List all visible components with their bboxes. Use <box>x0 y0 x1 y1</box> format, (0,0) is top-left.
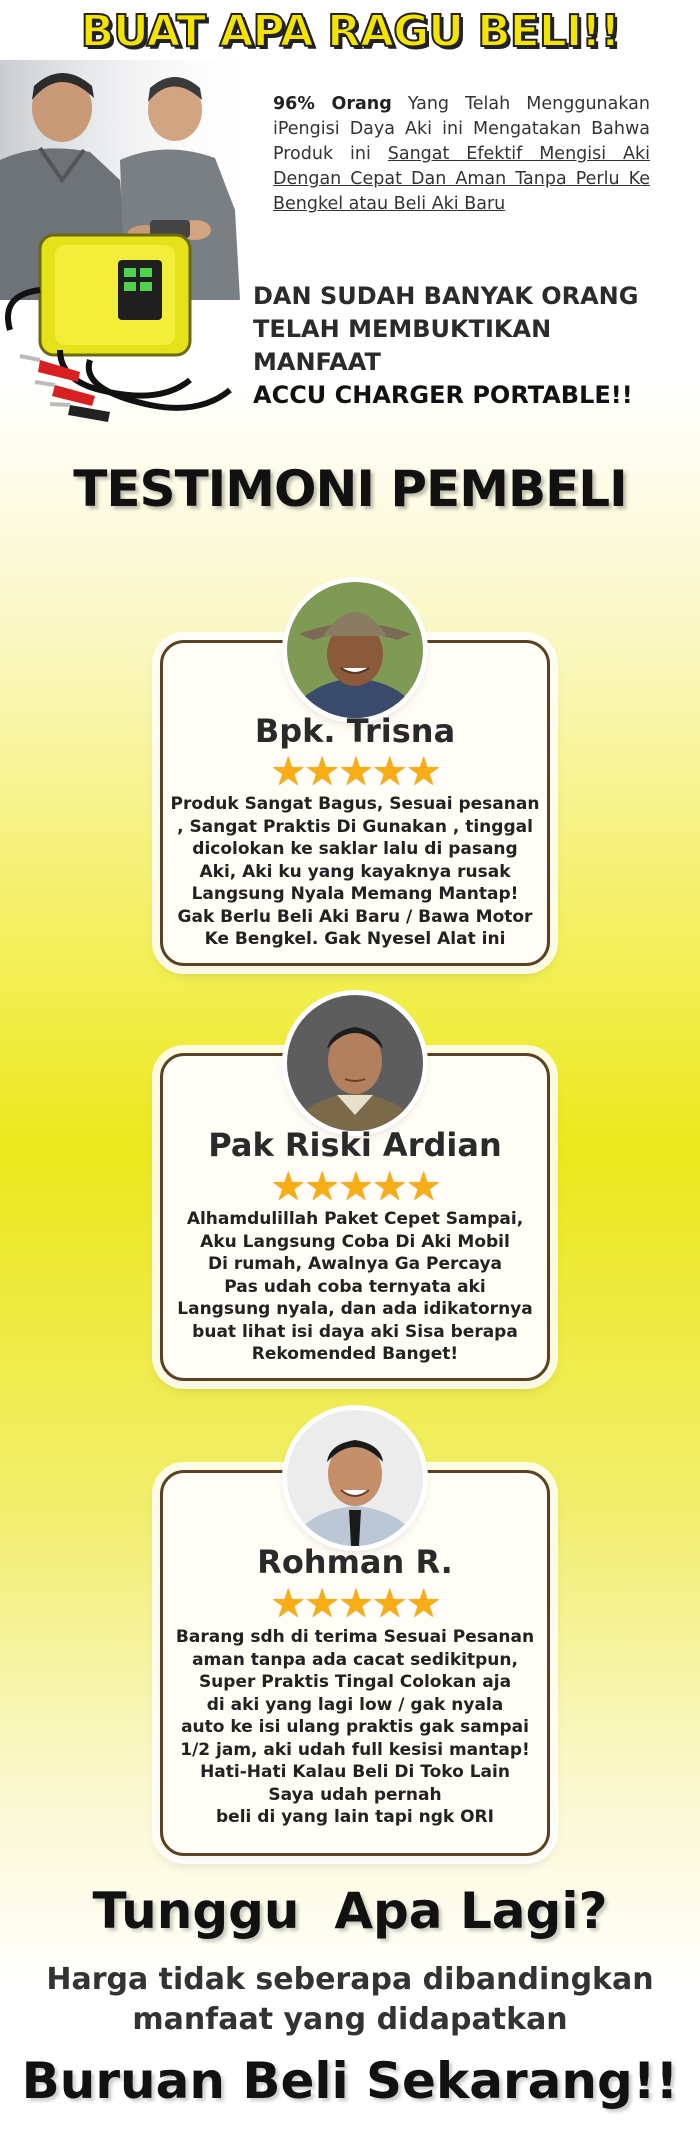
star-rating: ★★★★★ <box>270 1581 440 1627</box>
review-line: auto ke isi ulang praktis gak sampai <box>181 1717 529 1737</box>
star-rating: ★★★★★ <box>270 1164 440 1210</box>
review-text <box>168 793 542 951</box>
intro-text: Yang Telah Menggunakan iPengisi Daya Aki ini Mengatakan Bahwa Produk ini <box>273 94 650 164</box>
intro-percent: 96% Orang <box>273 94 392 114</box>
review-line: 1/2 jam, aki udah full kesisi mantap! <box>180 1739 530 1760</box>
review-line: aman tanpa ada cacat sedikitpun, <box>192 1649 518 1670</box>
headline: BUAT APA RAGU BELI!! <box>80 6 620 57</box>
review-line: Gak Berlu Beli Aki Baru / Bawa Motor <box>177 906 533 927</box>
review-line: Super Praktis Tingal Colokan aja <box>198 1672 512 1692</box>
testimonial-section-title: TESTIMONI PEMBELI <box>73 460 627 518</box>
reviewer-name: Rohman R. <box>257 1543 453 1581</box>
cta-subtext-line-1: Harga tidak seberapa dibandingkan <box>46 1962 654 1997</box>
review-line: Hati-Hati Kalau Beli Di Toko Lain <box>200 1762 510 1782</box>
review-line: Barang sdh di terima Sesuai Pesanan <box>175 1627 535 1647</box>
review-line: , Sangat Praktis Di Gunakan , tinggal <box>177 816 533 837</box>
proof-line-2: TELAH MEMBUKTIKAN MANFAAT <box>253 315 552 376</box>
avatar <box>287 582 423 718</box>
review-text <box>168 1626 542 1829</box>
hero-photo-mechanics-charger <box>0 60 265 430</box>
review-line: dicolokan ke saklar lalu di pasang <box>192 839 518 859</box>
review-line: Rekomended Banget! <box>251 1344 459 1364</box>
review-line: Aki, Aki ku yang kayaknya rusak <box>199 861 511 882</box>
review-line: Saya udah pernah <box>268 1784 442 1805</box>
review-line: Langsung Nyala Memang Mantap! <box>191 884 519 904</box>
review-line: Produk Sangat Bagus, Sesuai pesanan <box>170 794 540 814</box>
review-line: Langsung nyala, dan ada idikatornya <box>177 1299 533 1319</box>
avatar-photo <box>287 1410 423 1546</box>
cta-buy-now: Buruan Beli Sekarang!! <box>21 2052 679 2110</box>
review-line: buat lihat isi daya aki Sisa berapa <box>192 1321 518 1342</box>
social-proof <box>253 280 683 412</box>
star-rating: ★★★★★ <box>270 749 440 795</box>
proof-line-3: ACCU CHARGER PORTABLE!! <box>253 381 633 409</box>
intro-paragraph <box>273 92 650 217</box>
avatar-photo <box>287 995 423 1131</box>
reviewer-name: Bpk. Trisna <box>254 712 456 750</box>
review-line: di aki yang lagi low / gak nyala <box>206 1694 504 1715</box>
avatar <box>287 995 423 1131</box>
review-line: Aku Langsung Coba Di Aki Mobil <box>200 1231 510 1252</box>
proof-line-1: DAN SUDAH BANYAK ORANG <box>253 282 639 310</box>
cta-question: Tunggu Apa Lagi? <box>92 1882 608 1940</box>
avatar <box>287 1410 423 1546</box>
avatar-photo <box>287 582 423 718</box>
review-line: Di rumah, Awalnya Ga Percaya <box>207 1254 503 1274</box>
review-line: Alhamdulillah Paket Cepet Sampai, <box>186 1209 524 1229</box>
review-line: beli di yang lain tapi ngk ORI <box>216 1807 494 1827</box>
intro-underlined: Sangat Efektif Mengisi Aki Dengan Cepat Dan Aman Tanpa Perlu Ke Bengkel atau Beli Aki Baru <box>273 144 650 214</box>
cta-subtext-line-2: manfaat yang didapatkan <box>132 2002 568 2037</box>
review-text <box>168 1208 542 1366</box>
review-line: Pas udah coba ternyata aki <box>224 1276 486 1297</box>
review-line: Ke Bengkel. Gak Nyesel Alat ini <box>204 929 506 949</box>
reviewer-name: Pak Riski Ardian <box>208 1126 502 1164</box>
cta-subtext <box>0 1960 700 2040</box>
